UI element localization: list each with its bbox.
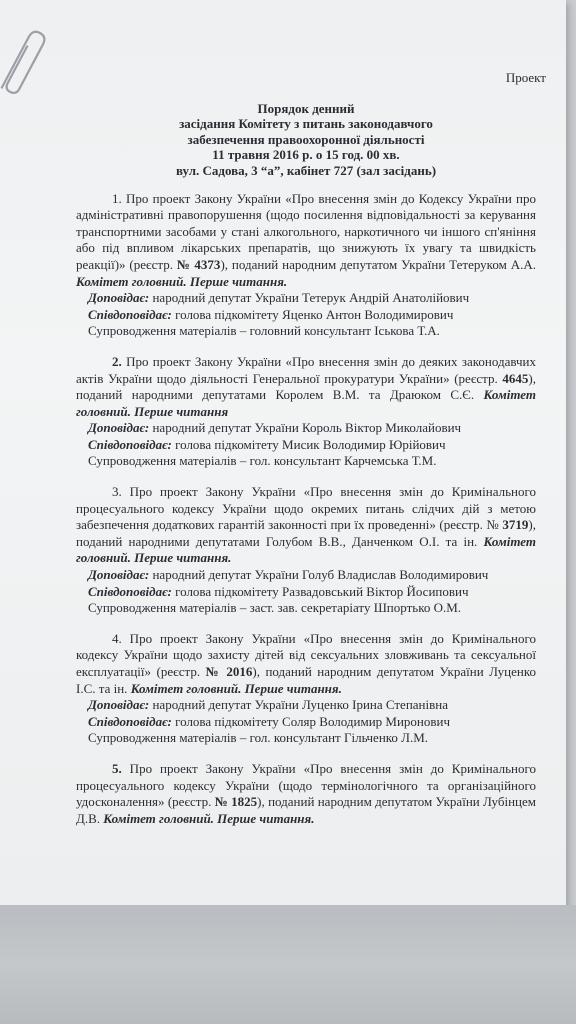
item-tail: ), поданий народним депутатом України Луценко І.С. та ін. [76, 664, 536, 696]
item-registry: 4645 [502, 370, 529, 386]
support-line: Супроводження матеріалів – заст. зав. секретаріату Шпортько О.М. [88, 600, 462, 616]
item-body: Про проект Закону України «Про внесення змін до Кримінального процесуального кодексу України (щодо термінологічного та організаційного удосконалення» (реєстр. [76, 760, 536, 810]
speaker-name: народний депутат України Король Віктор Миколайович [149, 420, 462, 436]
item-text [76, 631, 536, 697]
co-speaker-line [88, 714, 536, 731]
speaker-label: Доповідає: [88, 420, 150, 436]
underlying-surface [0, 905, 576, 1024]
agenda-item [76, 354, 536, 470]
header-date: 11 травня 2016 р. о 15 год. 00 хв. [212, 147, 400, 163]
item-registry: № 4373 [176, 256, 221, 272]
project-label: Проект [505, 70, 546, 85]
item-registry: № 1825 [214, 794, 258, 810]
support-line: Супроводження матеріалів – головний консультант Іськова Т.А. [88, 323, 440, 339]
item-body: Про проект Закону України «Про внесення змін до Кримінального процесуального кодексу України щодо окремих питань слідчих дій з метою забезпечення додаткових гарантій законності при їх проведенні» (реєстр. № [76, 484, 536, 533]
item-text [76, 484, 536, 567]
item-status: Комітет головний. Перше читання. [103, 810, 315, 826]
agenda-header [76, 101, 536, 179]
agenda-document [76, 70, 546, 841]
co-speaker-name: голова підкомітету Развадовський Віктор Йосипович [171, 583, 469, 599]
header-line: забезпечення правоохоронної діяльності [187, 131, 425, 147]
speaker-line [88, 697, 536, 714]
item-text [76, 761, 536, 827]
item-status: Комітет головний. Перше читання. [76, 273, 288, 289]
item-body: Про проект Закону України «Про внесення змін до деяких законодавчих актів України щодо діяльності Генеральної прокуратури України» (реєстр. [76, 353, 536, 386]
agenda-item [76, 761, 536, 827]
agenda-item [76, 631, 536, 747]
co-speaker-line [88, 437, 536, 454]
co-speaker-label: Співдоповідає: [88, 713, 172, 729]
co-speaker-label: Співдоповідає: [88, 306, 172, 322]
support-line: Супроводження матеріалів – гол. консультант Карчемська Т.М. [88, 453, 437, 469]
co-speaker-name: голова підкомітету Мисик Володимир Юрійович [171, 436, 446, 452]
co-speaker-name: голова підкомітету Соляр Володимир Миронович [171, 713, 451, 729]
item-speakers [76, 697, 536, 747]
header-location: вул. Садова, 3 “а”, кабінет 727 (зал засідань) [175, 162, 437, 178]
item-body: Про проект Закону України «Про внесення змін до Кодексу України про адміністративні правопорушення (щодо посилення відповідальності за керування транспортними засобами у стані алкогольного, наркотичного чи іншого сп'яніння або під впливом лікарських препаратів, що знижують їх увагу та швидкість реакції)» (реєстр. [76, 190, 536, 272]
speaker-name: народний депутат України Луценко Ірина Степанівна [149, 697, 448, 713]
item-tail: ), поданий народним депутатом України Лубінцем Д.В. [76, 794, 537, 826]
header-title: Порядок денний [257, 100, 355, 116]
item-tail: ), поданий народним депутатом України Тетеруком А.А. [220, 256, 536, 272]
item-number: 3. [112, 484, 122, 500]
co-speaker-label: Співдоповідає: [88, 436, 172, 452]
speaker-line [88, 420, 536, 437]
item-tail: ), поданий народними депутатами Голубом В.В., Данченком О.І. та ін. [76, 517, 536, 549]
item-registry: 3719 [502, 517, 529, 533]
speaker-name: народний депутат України Голуб Владислав Володимирович [149, 567, 489, 583]
header-line: засідання Комітету з питань законодавчого [179, 116, 433, 132]
item-status: Комітет головний. Перше читання. [76, 533, 536, 566]
co-speaker-label: Співдоповідає: [88, 583, 172, 599]
item-body: Про проект Закону України «Про внесення змін до Кримінального кодексу України щодо захисту дітей від сексуальних зловживань та сексуальної експлуатації» (реєстр. [76, 630, 536, 679]
item-number: 2. [112, 353, 122, 369]
agenda-item [76, 484, 536, 617]
item-speakers [76, 290, 536, 340]
item-speakers [76, 420, 536, 470]
speaker-label: Доповідає: [88, 290, 150, 306]
agenda-item [76, 191, 536, 340]
speaker-line [88, 567, 536, 584]
item-speakers [76, 567, 536, 617]
item-number: 5. [112, 760, 122, 776]
item-registry: № 2016 [205, 664, 253, 679]
item-tail: ), поданий народними депутатами Королем В.М. та Драюком С.Є. [76, 370, 536, 403]
item-status: Комітет головний. Перше читання. [130, 680, 342, 696]
item-text [76, 191, 536, 291]
support-line: Супроводження матеріалів – гол. консультант Гільченко Л.М. [88, 730, 429, 746]
co-speaker-line [88, 584, 536, 601]
speaker-label: Доповідає: [88, 697, 150, 713]
co-speaker-line [88, 307, 536, 324]
co-speaker-name: голова підкомітету Яценко Антон Володимирович [171, 306, 454, 322]
item-number: 1. [112, 190, 122, 206]
item-number: 4. [112, 630, 122, 646]
paperclip-icon [0, 22, 57, 104]
speaker-label: Доповідає: [88, 567, 150, 583]
item-status: Комітет головний. Перше читання [76, 387, 536, 419]
speaker-line [88, 290, 536, 307]
item-text [76, 354, 536, 420]
speaker-name: народний депутат України Тетерук Андрій Анатолійович [149, 290, 470, 306]
